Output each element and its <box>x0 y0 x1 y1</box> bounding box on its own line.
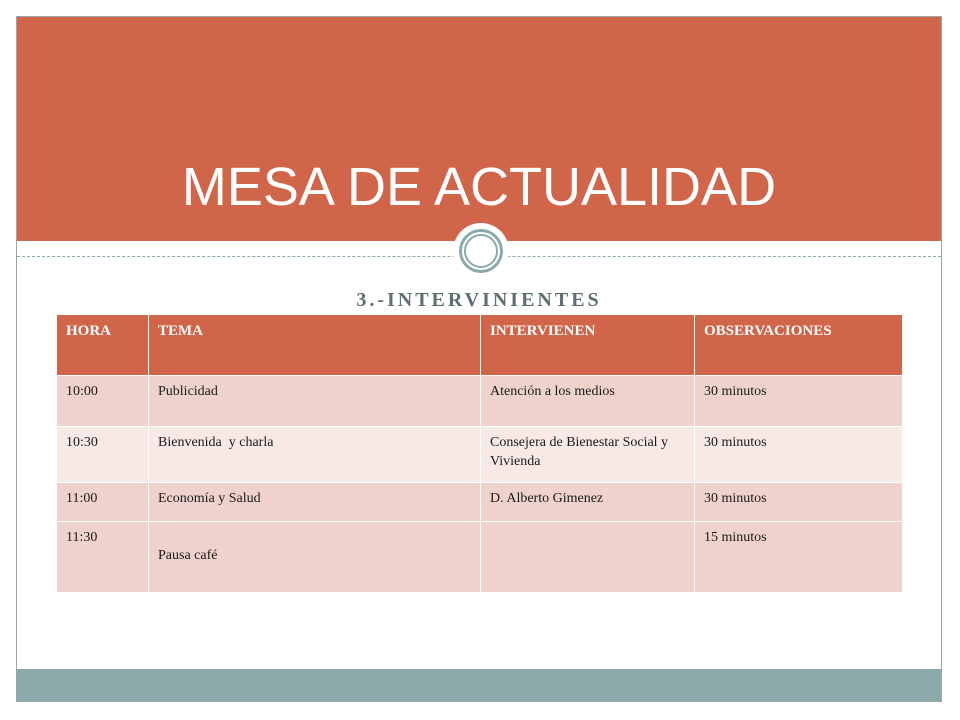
header-hora: HORA <box>57 315 149 376</box>
table-row <box>57 483 903 522</box>
cell-hora: 10:00 <box>57 376 149 427</box>
table-header-row <box>57 315 903 376</box>
slide-title: MESA DE ACTUALIDAD <box>181 157 777 217</box>
cell-hora: 11:00 <box>57 483 149 522</box>
cell-observaciones: 15 minutos <box>695 522 903 593</box>
cell-observaciones: 30 minutos <box>695 483 903 522</box>
cell-intervienen: D. Alberto Gimenez <box>481 483 695 522</box>
table-row <box>57 522 903 593</box>
cell-intervienen: Atención a los medios <box>481 376 695 427</box>
slide-subtitle: 3.-INTERVINIENTES <box>356 289 602 311</box>
cell-intervienen: Consejera de Bienestar Social y Vivienda <box>481 427 695 483</box>
bottom-band <box>17 669 941 701</box>
cell-tema: Economía y Salud <box>149 483 481 522</box>
table-row <box>57 376 903 427</box>
cell-hora: 11:30 <box>57 522 149 593</box>
cell-hora: 10:30 <box>57 427 149 483</box>
circle-ornament-icon <box>453 223 509 279</box>
ornament-inner-ring <box>464 234 498 268</box>
cell-tema: Publicidad <box>149 376 481 427</box>
cell-observaciones: 30 minutos <box>695 427 903 483</box>
header-intervienen: INTERVIENEN <box>481 315 695 376</box>
schedule-table <box>56 314 903 593</box>
header-tema: TEMA <box>149 315 481 376</box>
title-band <box>17 17 941 241</box>
cell-tema: Bienvenida y charla <box>149 427 481 483</box>
cell-tema-text: Pausa café <box>158 548 218 563</box>
cell-observaciones: 30 minutos <box>695 376 903 427</box>
cell-intervienen <box>481 522 695 593</box>
cell-tema <box>149 522 481 593</box>
table-row <box>57 427 903 483</box>
header-observaciones: OBSERVACIONES <box>695 315 903 376</box>
